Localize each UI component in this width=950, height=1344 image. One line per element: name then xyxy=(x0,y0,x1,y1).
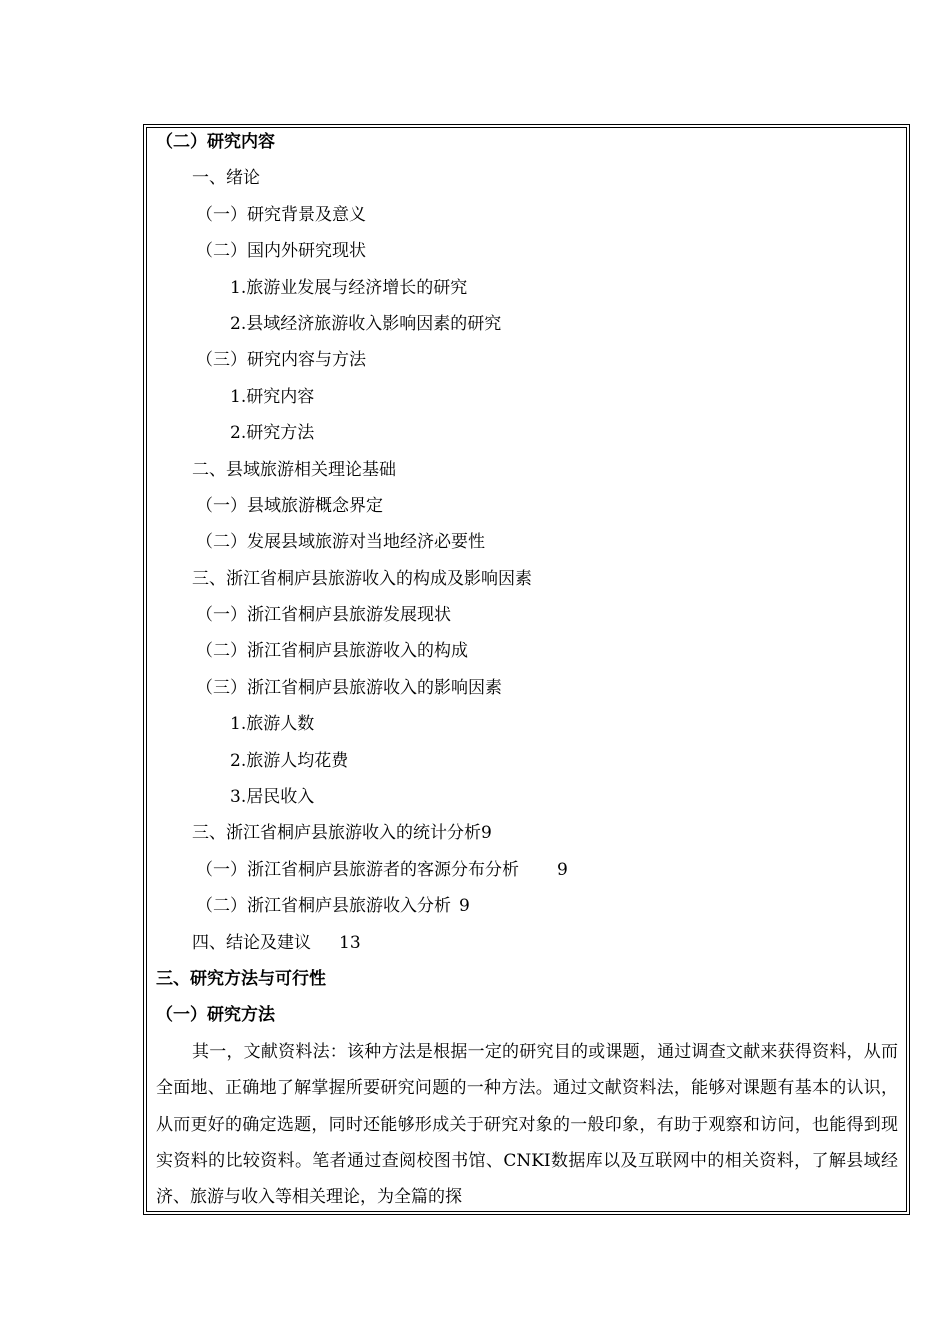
document-content xyxy=(156,124,898,1216)
outline-item-text: 三、浙江省桐庐县旅游收入的统计分析 xyxy=(192,823,481,844)
outline-item: 3.居民收入 xyxy=(230,787,315,808)
outline-item: （三）浙江省桐庐县旅游收入的影响因素 xyxy=(196,677,502,698)
outline-item: （二）发展县域旅游对当地经济必要性 xyxy=(196,532,485,553)
outline-item: （二）国内外研究现状 xyxy=(196,241,366,262)
outline-item: 2.旅游人均花费 xyxy=(230,750,349,771)
outline-item: 一、绪论 xyxy=(192,168,260,189)
outline-item-text: （二）浙江省桐庐县旅游收入分析 xyxy=(196,896,451,917)
outline-item-with-page xyxy=(156,888,898,924)
outline-item: 三、浙江省桐庐县旅游收入的构成及影响因素 xyxy=(192,568,532,589)
outline-item-with-page xyxy=(156,925,898,961)
outline-item: （一）浙江省桐庐县旅游发展现状 xyxy=(196,605,451,626)
outline-item: （二）浙江省桐庐县旅游收入的构成 xyxy=(196,641,468,662)
outline-item: 1.旅游业发展与经济增长的研究 xyxy=(230,277,468,298)
page-number: 13 xyxy=(339,932,361,953)
outline-item-text: 四、结论及建议 xyxy=(192,932,311,953)
section-heading-research-content: （二）研究内容 xyxy=(156,132,275,152)
outline-item: 1.旅游人数 xyxy=(230,714,315,735)
outline-item-with-page xyxy=(156,815,898,851)
outline-item: 2.县域经济旅游收入影响因素的研究 xyxy=(230,313,502,334)
outline-item-with-page xyxy=(156,852,898,888)
outline-item: （一）研究背景及意义 xyxy=(196,204,366,225)
subsection-heading-methods: （一）研究方法 xyxy=(156,1005,275,1026)
outline-item: 2.研究方法 xyxy=(230,423,315,444)
method-paragraph: 其一，文献资料法：该种方法是根据一定的研究目的或课题，通过调查文献来获得资料，从而全面地、正确地了解掌握所要研究问题的一种方法。通过文献资料法，能够对课题有基本的认识，从而更好的确定选题，同时还能够形成关于研究对象的一般印象，有助于观察和访问，也能得到现实资料的比较资料。笔者通过查阅校图书馆、CNKI数据库以及互联网中的相关资料，了解县域经济、旅游与收入等相关理论，为全篇的探 xyxy=(156,1041,898,1208)
outline-item: 二、县域旅游相关理论基础 xyxy=(192,459,396,480)
page-number: 9 xyxy=(481,823,492,844)
page-number: 9 xyxy=(557,859,568,880)
outline-item-text: （一）浙江省桐庐县旅游者的客源分布分析 xyxy=(196,859,519,880)
outline-item: （三）研究内容与方法 xyxy=(196,350,366,371)
section-heading-methods-feasibility: 三、研究方法与可行性 xyxy=(156,968,326,989)
outline-item: （一）县域旅游概念界定 xyxy=(196,495,383,516)
outline-item: 1.研究内容 xyxy=(230,386,315,407)
page-number: 9 xyxy=(459,896,470,917)
